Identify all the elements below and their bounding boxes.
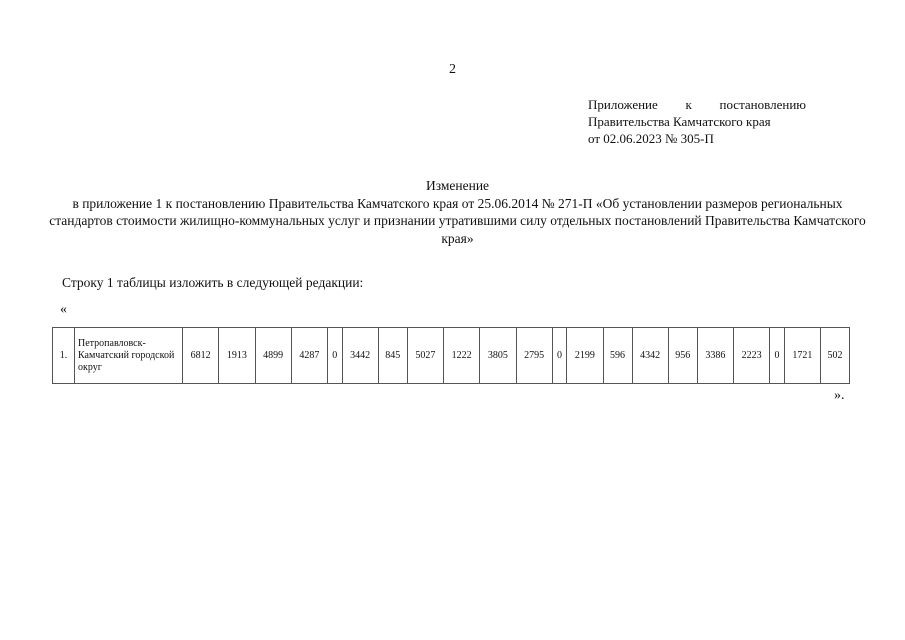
data-table bbox=[52, 327, 850, 384]
value-cell: 2199 bbox=[567, 328, 603, 384]
value-cell: 956 bbox=[668, 328, 697, 384]
municipality-name-cell: Петропавловск-Камчатский городской округ bbox=[75, 328, 183, 384]
heading-title: Изменение bbox=[425, 178, 490, 193]
value-cell: 1913 bbox=[219, 328, 255, 384]
appendix-line-1 bbox=[588, 96, 806, 113]
value-cell: 3442 bbox=[342, 328, 378, 384]
value-cell: 4899 bbox=[255, 328, 291, 384]
appendix-word: к bbox=[685, 97, 692, 112]
value-cell: 1222 bbox=[444, 328, 480, 384]
value-cell: 0 bbox=[770, 328, 785, 384]
value-cell: 0 bbox=[328, 328, 343, 384]
table-row bbox=[53, 328, 850, 384]
value-cell: 4287 bbox=[291, 328, 327, 384]
value-cell: 3805 bbox=[480, 328, 516, 384]
page-number: 2 bbox=[449, 62, 456, 77]
value-cell: 596 bbox=[603, 328, 632, 384]
document-heading bbox=[40, 177, 875, 247]
value-cell: 845 bbox=[378, 328, 407, 384]
value-cell: 6812 bbox=[183, 328, 219, 384]
value-cell: 5027 bbox=[407, 328, 443, 384]
appendix-word: Приложение bbox=[588, 97, 658, 112]
heading-body: в приложение 1 к постановлению Правительства Камчатского края от 25.06.2014 № 271-П «Об установлении размеров региональных стандартов стоимости жилищно-коммунальных услуг и признании утратившими силу отдельных постановлений Правительства Камчатского края» bbox=[49, 195, 866, 246]
quote-close: ». bbox=[834, 388, 845, 403]
value-cell: 2223 bbox=[734, 328, 770, 384]
value-cell: 502 bbox=[821, 328, 850, 384]
value-cell: 1721 bbox=[784, 328, 820, 384]
appendix-reference bbox=[588, 96, 806, 147]
value-cell: 2795 bbox=[516, 328, 552, 384]
appendix-line-2: Правительства Камчатского края bbox=[588, 114, 771, 129]
value-cell: 4342 bbox=[632, 328, 668, 384]
appendix-line-3: от 02.06.2023 № 305-П bbox=[588, 131, 714, 146]
row-number-cell: 1. bbox=[53, 328, 75, 384]
quote-open: « bbox=[60, 302, 67, 317]
instruction-text: Строку 1 таблицы изложить в следующей редакции: bbox=[62, 275, 364, 290]
value-cell: 3386 bbox=[697, 328, 733, 384]
appendix-word: постановлению bbox=[719, 97, 806, 112]
value-cell: 0 bbox=[552, 328, 567, 384]
